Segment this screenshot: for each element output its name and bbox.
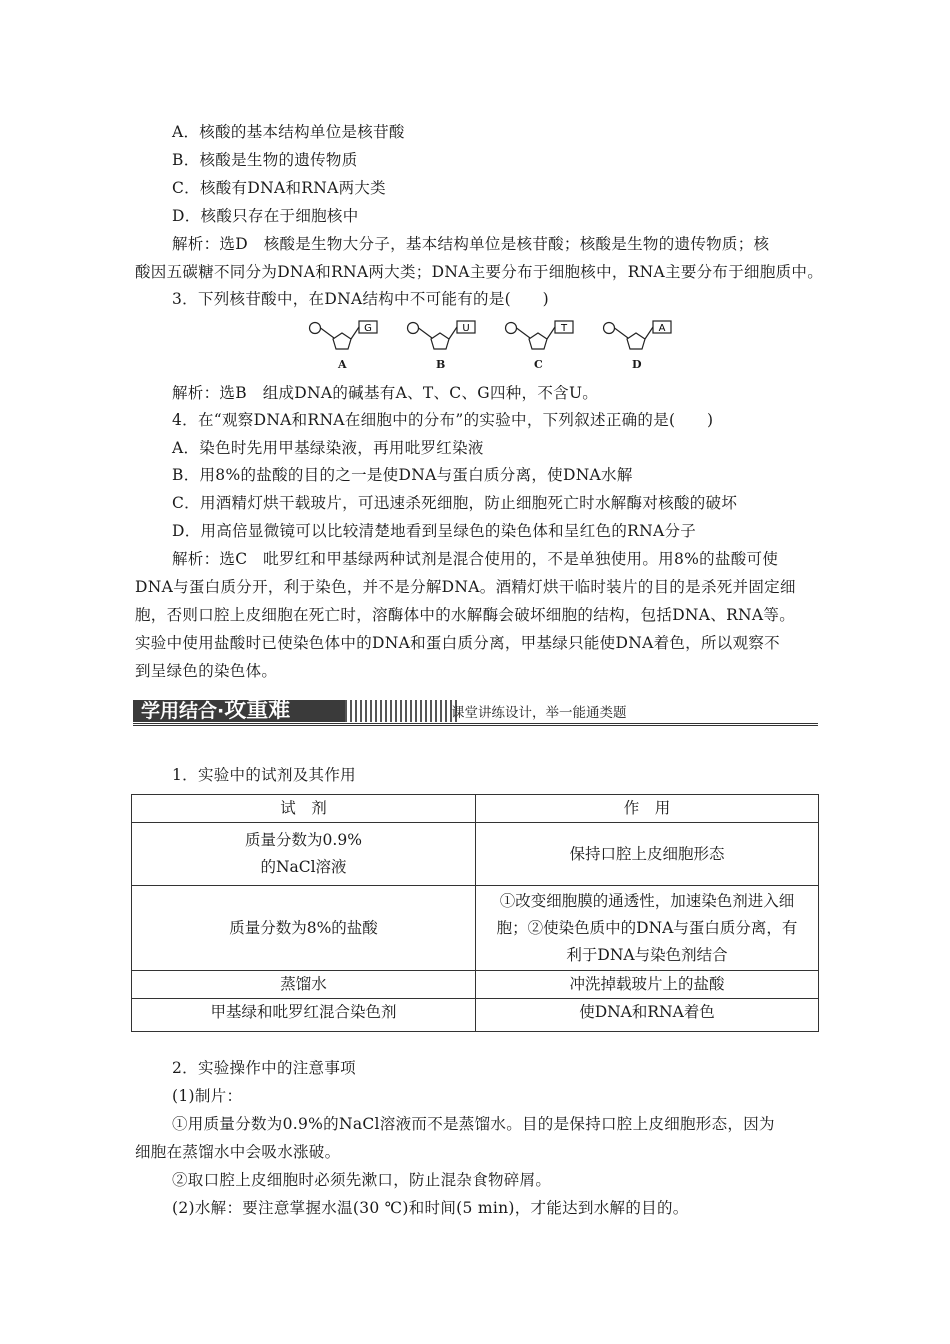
section2-heading: 2．实验操作中的注意事项 bbox=[172, 1059, 356, 1077]
cell-line: ①改变细胞膜的通透性，加速染色剂进入细 bbox=[499, 891, 795, 910]
nucleotide-figure-c bbox=[504, 316, 584, 374]
base-label-u: U bbox=[462, 323, 470, 334]
q4-stem: 4．在“观察DNA和RNA在细胞中的分布”的实验中，下列叙述正确的是( ) bbox=[172, 411, 714, 429]
table-row bbox=[132, 823, 819, 886]
table-cell-reagent: 蒸馏水 bbox=[132, 971, 476, 999]
table-cell-function: 使DNA和RNA着色 bbox=[476, 999, 819, 1032]
table-cell-reagent: 质量分数为8%的盐酸 bbox=[132, 886, 476, 971]
q4-analysis-line-1: 解析：选C 吡罗红和甲基绿两种试剂是混合使用的，不是单独使用。用8%的盐酸可使 bbox=[172, 550, 779, 568]
figure-label-b: B bbox=[436, 358, 446, 371]
base-label-g: G bbox=[364, 323, 372, 334]
nucleotide-figure-a bbox=[308, 316, 388, 374]
q4-analysis-line-3: 胞，否则口腔上皮细胞在死亡时，溶酶体中的水解酶会破坏细胞的结构，包括DNA、RNA等。 bbox=[135, 606, 796, 624]
q2-option-d: D．核酸只存在于细胞核中 bbox=[172, 207, 359, 225]
q4-analysis-line-4: 实验中使用盐酸时已使染色体中的DNA和蛋白质分离，甲基绿只能使DNA着色，所以观察不 bbox=[135, 634, 780, 652]
q4-analysis-line-2: DNA与蛋白质分开，利于染色，并不是分解DNA。酒精灯烘干临时装片的目的是杀死并固定细 bbox=[135, 578, 796, 596]
header-function: 作 用 bbox=[476, 795, 819, 823]
section2-item1-line2: 细胞在蒸馏水中会吸水涨破。 bbox=[135, 1143, 341, 1161]
nucleotide-diagram bbox=[308, 316, 388, 360]
figure-label-d: D bbox=[632, 358, 642, 371]
table-cell-function: 保持口腔上皮细胞形态 bbox=[476, 823, 819, 886]
q2-analysis-line-1: 解析：选D 核酸是生物大分子，基本结构单位是核苷酸；核酸是生物的遗传物质；核 bbox=[172, 235, 770, 253]
nucleotide-figures bbox=[300, 316, 690, 376]
nucleotide-figure-d bbox=[602, 316, 682, 374]
section2-sub2: (2)水解：要注意掌握水温(30 ℃)和时间(5 min)，才能达到水解的目的。 bbox=[172, 1199, 689, 1217]
section2-item1-line1: ①用质量分数为0.9%的NaCl溶液而不是蒸馏水。目的是保持口腔上皮细胞形态，因为 bbox=[172, 1115, 775, 1133]
banner-rule bbox=[133, 723, 818, 724]
banner-stripes bbox=[345, 700, 460, 722]
q2-option-c: C．核酸有DNA和RNA两大类 bbox=[172, 179, 386, 197]
cell-line: 的NaCl溶液 bbox=[260, 858, 347, 876]
figure-label-c: C bbox=[534, 358, 543, 371]
table-cell-reagent: 甲基绿和吡罗红混合染色剂 bbox=[132, 999, 476, 1032]
section2-item2: ②取口腔上皮细胞时必须先漱口，防止混杂食物碎屑。 bbox=[172, 1171, 552, 1189]
q4-option-b: B．用8%的盐酸的目的之一是使DNA与蛋白质分离，使DNA水解 bbox=[172, 466, 633, 484]
q3-analysis: 解析：选B 组成DNA的碱基有A、T、C、G四种，不含U。 bbox=[172, 384, 599, 402]
banner-title-part-1: 学用结合· bbox=[141, 700, 225, 722]
cell-line: 利于DNA与染色剂结合 bbox=[566, 945, 728, 964]
q4-option-d: D．用高倍显微镜可以比较清楚地看到呈绿色的染色体和呈红色的RNA分子 bbox=[172, 522, 697, 540]
cell-line: 胞；②使染色质中的DNA与蛋白质分离，有 bbox=[496, 918, 798, 937]
q3-stem: 3．下列核苷酸中，在DNA结构中不可能有的是( ) bbox=[172, 290, 549, 308]
banner-title bbox=[141, 700, 290, 722]
q4-analysis-line-5: 到呈绿色的染色体。 bbox=[135, 662, 278, 680]
q4-option-c: C．用酒精灯烘干载玻片，可迅速杀死细胞，防止细胞死亡时水解酶对核酸的破坏 bbox=[172, 494, 738, 512]
nucleotide-diagram bbox=[504, 316, 584, 360]
table-header-row bbox=[132, 795, 819, 823]
q2-analysis-line-2: 酸因五碳糖不同分为DNA和RNA两大类；DNA主要分布于细胞核中，RNA主要分布于细胞质中。 bbox=[135, 263, 824, 281]
base-label-t: T bbox=[560, 323, 568, 334]
banner-subtitle: 课堂讲练设计，举一能通类题 bbox=[451, 705, 627, 721]
header-reagent: 试 剂 bbox=[132, 795, 476, 823]
table-cell-function: 冲洗掉载玻片上的盐酸 bbox=[476, 971, 819, 999]
section-banner bbox=[133, 698, 818, 726]
banner-title-part-2: 攻重难 bbox=[224, 698, 291, 723]
q2-option-a: A．核酸的基本结构单位是核苷酸 bbox=[172, 123, 405, 141]
table-cell-reagent bbox=[132, 823, 476, 886]
table-row bbox=[132, 999, 819, 1032]
reagent-table bbox=[131, 794, 819, 1032]
table-row bbox=[132, 886, 819, 971]
section1-heading: 1．实验中的试剂及其作用 bbox=[172, 766, 356, 784]
nucleotide-figure-b bbox=[406, 316, 486, 374]
base-label-a: A bbox=[658, 323, 666, 334]
nucleotide-diagram bbox=[602, 316, 682, 360]
nucleotide-diagram bbox=[406, 316, 486, 360]
q4-option-a: A．染色时先用甲基绿染液，再用吡罗红染液 bbox=[172, 439, 484, 457]
table-cell-function bbox=[476, 886, 819, 971]
figure-label-a: A bbox=[338, 358, 347, 371]
banner-rule bbox=[133, 725, 818, 726]
table-row bbox=[132, 971, 819, 999]
q2-option-b: B．核酸是生物的遗传物质 bbox=[172, 151, 358, 169]
cell-line: 质量分数为0.9% bbox=[245, 831, 362, 849]
section2-sub1: (1)制片： bbox=[172, 1087, 243, 1105]
